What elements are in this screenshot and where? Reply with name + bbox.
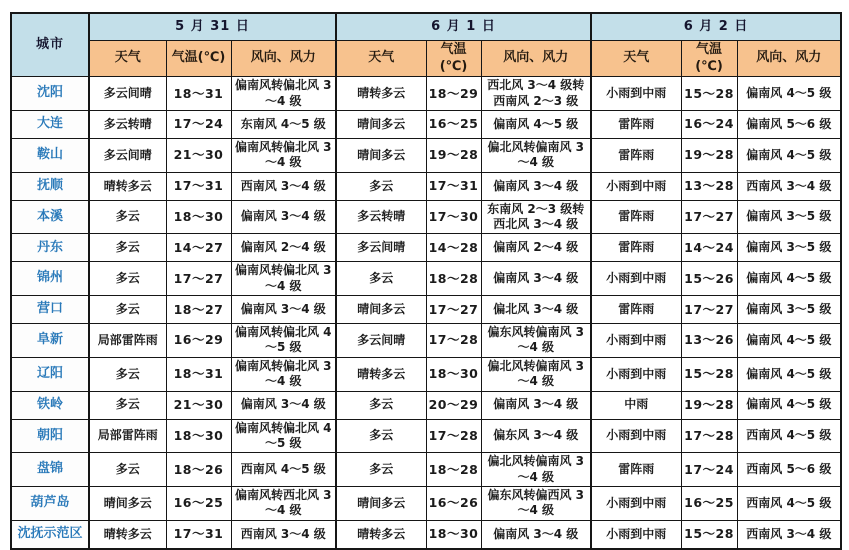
temp-cell: 16～26 <box>426 487 481 521</box>
weather-cell: 小雨到中雨 <box>591 487 681 521</box>
temp-cell: 15～26 <box>681 262 737 296</box>
temp-cell: 17～27 <box>681 200 737 234</box>
wind-cell: 偏南风 3～4 级 <box>481 172 591 200</box>
table-row <box>11 357 841 391</box>
city-cell: 朝阳 <box>11 419 89 453</box>
temp-cell: 19～28 <box>426 138 481 172</box>
temp-cell: 15～28 <box>681 357 737 391</box>
weather-cell: 多云间晴 <box>336 234 426 262</box>
wind-cell: 偏南风 5～6 级 <box>737 110 841 138</box>
wind-cell: 偏南风转偏北风 3～4 级 <box>231 77 336 111</box>
temp-cell: 18～30 <box>166 200 231 234</box>
weather-column-header: 天气 <box>89 41 166 77</box>
temp-cell: 17～31 <box>166 172 231 200</box>
table-row <box>11 296 841 324</box>
wind-cell: 西北风 3～4 级转西南风 2～3 级 <box>481 77 591 111</box>
temp-cell: 18～28 <box>426 262 481 296</box>
wind-cell: 偏南风 4～5 级 <box>737 138 841 172</box>
wind-cell: 偏南风 3～4 级 <box>481 520 591 549</box>
table-row <box>11 234 841 262</box>
weather-cell: 晴转多云 <box>89 520 166 549</box>
table-body <box>11 77 841 549</box>
temp-cell: 13～28 <box>681 172 737 200</box>
weather-cell: 多云转晴 <box>336 200 426 234</box>
date-header-row <box>11 13 841 41</box>
temp-cell: 16～24 <box>681 110 737 138</box>
temp-column-header: 气温(℃) <box>426 41 481 77</box>
city-cell: 丹东 <box>11 234 89 262</box>
table-row <box>11 77 841 111</box>
wind-cell: 偏南风 4～5 级 <box>481 110 591 138</box>
city-cell: 抚顺 <box>11 172 89 200</box>
wind-cell: 西南风 4～5 级 <box>737 419 841 453</box>
city-column-header: 城市 <box>11 13 89 77</box>
wind-column-header: 风向、风力 <box>231 41 336 77</box>
temp-cell: 18～26 <box>166 453 231 487</box>
wind-cell: 偏南风 4～5 级 <box>737 77 841 111</box>
city-cell: 沈抚示范区 <box>11 520 89 549</box>
temp-cell: 17～31 <box>166 520 231 549</box>
temp-cell: 14～24 <box>681 234 737 262</box>
wind-cell: 偏南风 3～4 级 <box>231 296 336 324</box>
weather-cell: 中雨 <box>591 391 681 419</box>
city-cell: 营口 <box>11 296 89 324</box>
weather-cell: 晴转多云 <box>336 77 426 111</box>
table-row <box>11 520 841 549</box>
table-row <box>11 172 841 200</box>
wind-cell: 偏南风转偏北风 3～4 级 <box>231 138 336 172</box>
table-header <box>11 13 841 77</box>
weather-cell: 晴转多云 <box>336 520 426 549</box>
table-row <box>11 200 841 234</box>
table-row <box>11 391 841 419</box>
weather-cell: 晴转多云 <box>336 357 426 391</box>
wind-cell: 偏南风 3～5 级 <box>737 200 841 234</box>
temp-cell: 15～28 <box>681 520 737 549</box>
temp-cell: 18～30 <box>426 357 481 391</box>
wind-cell: 西南风 3～4 级 <box>231 520 336 549</box>
weather-column-header: 天气 <box>336 41 426 77</box>
wind-cell: 偏南风转偏北风 4～5 级 <box>231 324 336 358</box>
city-cell: 葫芦岛 <box>11 487 89 521</box>
table-row <box>11 419 841 453</box>
temp-column-header: 气温(℃) <box>681 41 737 77</box>
table-row <box>11 324 841 358</box>
weather-cell: 多云间晴 <box>89 138 166 172</box>
wind-cell: 偏南风 2～4 级 <box>231 234 336 262</box>
table-row <box>11 110 841 138</box>
city-cell: 盘锦 <box>11 453 89 487</box>
wind-cell: 偏南风 4～5 级 <box>737 391 841 419</box>
weather-cell: 局部雷阵雨 <box>89 419 166 453</box>
weather-cell: 小雨到中雨 <box>591 172 681 200</box>
wind-cell: 西南风 3～4 级 <box>737 172 841 200</box>
temp-cell: 21～30 <box>166 138 231 172</box>
weather-cell: 晴间多云 <box>336 138 426 172</box>
wind-column-header: 风向、风力 <box>481 41 591 77</box>
wind-cell: 西南风 3～4 级 <box>231 172 336 200</box>
wind-cell: 偏南风 4～5 级 <box>737 324 841 358</box>
temp-cell: 13～26 <box>681 324 737 358</box>
wind-cell: 西南风 3～4 级 <box>737 520 841 549</box>
wind-cell: 偏南风 3～5 级 <box>737 234 841 262</box>
weather-cell: 雷阵雨 <box>591 453 681 487</box>
temp-cell: 19～28 <box>681 391 737 419</box>
weather-cell: 小雨到中雨 <box>591 262 681 296</box>
wind-cell: 偏南风转偏北风 3～4 级 <box>231 357 336 391</box>
temp-cell: 17～24 <box>681 453 737 487</box>
weather-forecast-table <box>10 12 842 550</box>
weather-cell: 多云间晴 <box>336 324 426 358</box>
temp-cell: 17～27 <box>166 262 231 296</box>
weather-cell: 多云 <box>89 200 166 234</box>
wind-cell: 偏南风 2～4 级 <box>481 234 591 262</box>
weather-cell: 多云间晴 <box>89 77 166 111</box>
table-row <box>11 487 841 521</box>
weather-cell: 雷阵雨 <box>591 138 681 172</box>
city-cell: 锦州 <box>11 262 89 296</box>
wind-cell: 东南风 2～3 级转西北风 3～4 级 <box>481 200 591 234</box>
weather-cell: 雷阵雨 <box>591 200 681 234</box>
weather-cell: 晴间多云 <box>336 296 426 324</box>
temp-cell: 18～28 <box>426 453 481 487</box>
wind-cell: 偏南风 3～4 级 <box>481 262 591 296</box>
wind-cell: 偏南风转偏北风 4～5 级 <box>231 419 336 453</box>
wind-cell: 偏北风转偏南风 3～4 级 <box>481 138 591 172</box>
temp-cell: 17～30 <box>426 200 481 234</box>
weather-cell: 多云 <box>89 453 166 487</box>
wind-cell: 东南风 4～5 级 <box>231 110 336 138</box>
weather-cell: 雷阵雨 <box>591 234 681 262</box>
weather-cell: 多云转晴 <box>89 110 166 138</box>
weather-cell: 多云 <box>89 234 166 262</box>
date-header-jun2: 6 月 2 日 <box>591 13 841 41</box>
table-row <box>11 138 841 172</box>
temp-cell: 18～29 <box>426 77 481 111</box>
weather-cell: 小雨到中雨 <box>591 357 681 391</box>
temp-cell: 17～24 <box>166 110 231 138</box>
weather-column-header: 天气 <box>591 41 681 77</box>
wind-cell: 偏南风 3～5 级 <box>737 296 841 324</box>
weather-cell: 多云 <box>89 296 166 324</box>
temp-cell: 20～29 <box>426 391 481 419</box>
wind-cell: 偏南风 3～4 级 <box>481 391 591 419</box>
date-header-may31: 5 月 31 日 <box>89 13 336 41</box>
weather-cell: 晴间多云 <box>336 110 426 138</box>
temp-cell: 21～30 <box>166 391 231 419</box>
weather-cell: 晴间多云 <box>336 487 426 521</box>
weather-cell: 小雨到中雨 <box>591 520 681 549</box>
wind-cell: 偏北风转偏南风 3～4 级 <box>481 453 591 487</box>
temp-cell: 17～27 <box>681 296 737 324</box>
table-row <box>11 262 841 296</box>
wind-cell: 偏北风转偏南风 3～4 级 <box>481 357 591 391</box>
weather-cell: 多云 <box>336 453 426 487</box>
city-cell: 铁岭 <box>11 391 89 419</box>
temp-cell: 17～27 <box>426 296 481 324</box>
weather-cell: 多云 <box>89 391 166 419</box>
temp-cell: 18～31 <box>166 357 231 391</box>
weather-cell: 雷阵雨 <box>591 296 681 324</box>
temp-cell: 19～28 <box>681 138 737 172</box>
temp-cell: 15～28 <box>681 77 737 111</box>
temp-cell: 17～28 <box>426 419 481 453</box>
weather-cell: 多云 <box>89 262 166 296</box>
temp-cell: 16～25 <box>681 487 737 521</box>
temp-cell: 18～31 <box>166 77 231 111</box>
wind-cell: 偏南风 3～4 级 <box>231 200 336 234</box>
city-cell: 沈阳 <box>11 77 89 111</box>
table-row <box>11 453 841 487</box>
temp-cell: 17～28 <box>426 324 481 358</box>
wind-cell: 西南风 4～5 级 <box>737 487 841 521</box>
sub-header-row <box>11 41 841 77</box>
wind-cell: 西南风 5～6 级 <box>737 453 841 487</box>
temp-cell: 14～28 <box>426 234 481 262</box>
city-cell: 阜新 <box>11 324 89 358</box>
wind-cell: 偏南风 4～5 级 <box>737 262 841 296</box>
wind-cell: 西南风 4～5 级 <box>231 453 336 487</box>
temp-cell: 18～30 <box>426 520 481 549</box>
weather-cell: 雷阵雨 <box>591 110 681 138</box>
weather-cell: 多云 <box>336 419 426 453</box>
weather-cell: 局部雷阵雨 <box>89 324 166 358</box>
city-cell: 辽阳 <box>11 357 89 391</box>
temp-cell: 16～25 <box>426 110 481 138</box>
temp-cell: 16～29 <box>166 324 231 358</box>
wind-cell: 偏北风 3～4 级 <box>481 296 591 324</box>
wind-cell: 偏东风 3～4 级 <box>481 419 591 453</box>
wind-cell: 偏南风转偏北风 3～4 级 <box>231 262 336 296</box>
weather-cell: 多云 <box>89 357 166 391</box>
temp-cell: 18～27 <box>166 296 231 324</box>
temp-cell: 14～27 <box>166 234 231 262</box>
weather-cell: 小雨到中雨 <box>591 419 681 453</box>
date-header-jun1: 6 月 1 日 <box>336 13 591 41</box>
weather-cell: 小雨到中雨 <box>591 324 681 358</box>
temp-column-header: 气温(℃) <box>166 41 231 77</box>
wind-cell: 偏南风 4～5 级 <box>737 357 841 391</box>
weather-cell: 晴转多云 <box>89 172 166 200</box>
weather-forecast-table-wrap <box>10 12 840 550</box>
weather-cell: 多云 <box>336 172 426 200</box>
weather-cell: 多云 <box>336 262 426 296</box>
weather-cell: 多云 <box>336 391 426 419</box>
city-cell: 本溪 <box>11 200 89 234</box>
wind-cell: 偏南风 3～4 级 <box>231 391 336 419</box>
temp-cell: 18～30 <box>166 419 231 453</box>
temp-cell: 17～28 <box>681 419 737 453</box>
wind-cell: 偏南风转西北风 3～4 级 <box>231 487 336 521</box>
temp-cell: 16～25 <box>166 487 231 521</box>
weather-cell: 晴间多云 <box>89 487 166 521</box>
weather-cell: 小雨到中雨 <box>591 77 681 111</box>
wind-cell: 偏东风转偏西风 3～4 级 <box>481 487 591 521</box>
temp-cell: 17～31 <box>426 172 481 200</box>
wind-cell: 偏东风转偏南风 3～4 级 <box>481 324 591 358</box>
city-cell: 鞍山 <box>11 138 89 172</box>
city-cell: 大连 <box>11 110 89 138</box>
wind-column-header: 风向、风力 <box>737 41 841 77</box>
